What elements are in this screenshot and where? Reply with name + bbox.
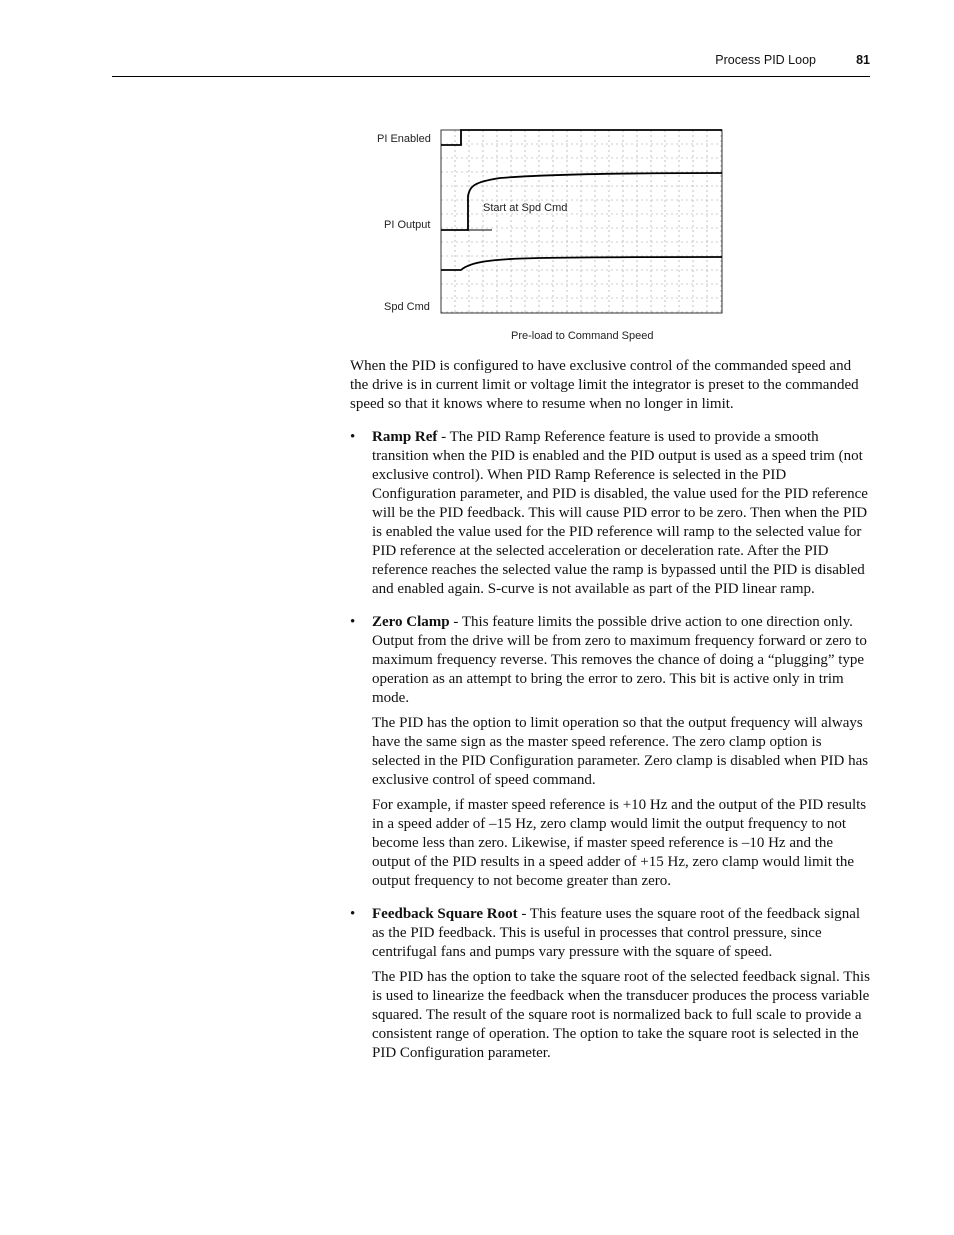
figure-caption: Pre-load to Command Speed [511,330,654,342]
bullet-term: Ramp Ref [372,429,438,445]
bullet-extra-paragraph: For example, if master speed reference is +10 Hz and the output of the PID results in a speed adder of –15 Hz, zero clamp would limit the output frequency to not become less than zero. Likewise, if master speed reference is –10 Hz and the output of the PID results in a speed adder of +15 Hz, zero clamp would limit the output frequency to not become greater than zero. [372,797,867,889]
bullet-text: - The PID Ramp Reference feature is used to provide a smooth transition when the PID is enabled and the PID output is used as a speed trim (not exclusive control). When PID Ramp Reference is selected in the PID Configuration parameter, and PID is disabled, the value used for the PID reference will be the PID feedback. This will cause PID error to be zero. Then when the PID is enabled the value used for the PID reference will ramp to the selected value for PID reference at the selected acceleration or deceleration rate. After the PID reference reaches the selected value the ramp is bypassed until the PID is disabled and enabled again. S-curve is not available as part of the PID linear ramp. [372,429,868,597]
spd-cmd-label: Spd Cmd [384,301,430,313]
list-item [350,905,870,1063]
body-text [350,357,870,1077]
bullet-paragraph [372,613,870,708]
list-item [350,428,870,599]
bullet: • [350,906,356,922]
section-title: Process PID Loop [715,53,816,67]
page-number: 81 [856,53,870,67]
bullet-text: - This feature limits the possible drive action to one direction only. Output from the drive will be from zero to maximum frequency forward or zero to maximum frequency reverse. This removes the chance of doing a “plugging” type operation as an attempt to bring the error to zero. This bit is active only in trim mode. [372,614,867,706]
bullet-text: - This feature uses the square root of the feedback signal as the PID feedback. This is useful in processes that control pressure, since centrifugal fans and pumps vary pressure with the square of speed. [372,906,861,960]
page-header [112,50,870,77]
timing-diagram-svg [370,122,730,347]
diagram-grid [441,130,722,313]
bullet-extra-paragraph: The PID has the option to take the square root of the selected feedback signal. This is used to linearize the feedback when the transducer produces the process variable squared. The result of the square root is normalized back to full scale to provide a consistent range of operation. The option to take the square root is selected in the PID Configuration parameter. [372,969,870,1061]
pi-enabled-signal [441,130,722,145]
bullet: • [350,429,356,445]
timing-diagram [370,122,730,347]
pi-enabled-label: PI Enabled [377,133,431,145]
intro-paragraph: When the PID is configured to have exclusive control of the commanded speed and the drive is in current limit or voltage limit the integrator is preset to the commanded speed so that it knows where to resume when no longer in limit. [350,358,859,412]
feature-list [350,428,870,1063]
spd-cmd-signal [441,257,722,270]
bullet-term: Feedback Square Root [372,906,518,922]
bullet-paragraph [372,905,870,962]
bullet: • [350,614,356,630]
bullet-paragraph [372,428,870,599]
bullet-term: Zero Clamp [372,614,450,630]
pi-output-label: PI Output [384,219,431,231]
list-item [350,613,870,891]
bullet-extra-paragraph: The PID has the option to limit operation so that the output frequency will always have the same sign as the master speed reference. The zero clamp option is selected in the PID Configuration parameter. Zero clamp is disabled when PID has exclusive control of speed command. [372,715,869,788]
annotation-text: Start at Spd Cmd [483,202,568,214]
